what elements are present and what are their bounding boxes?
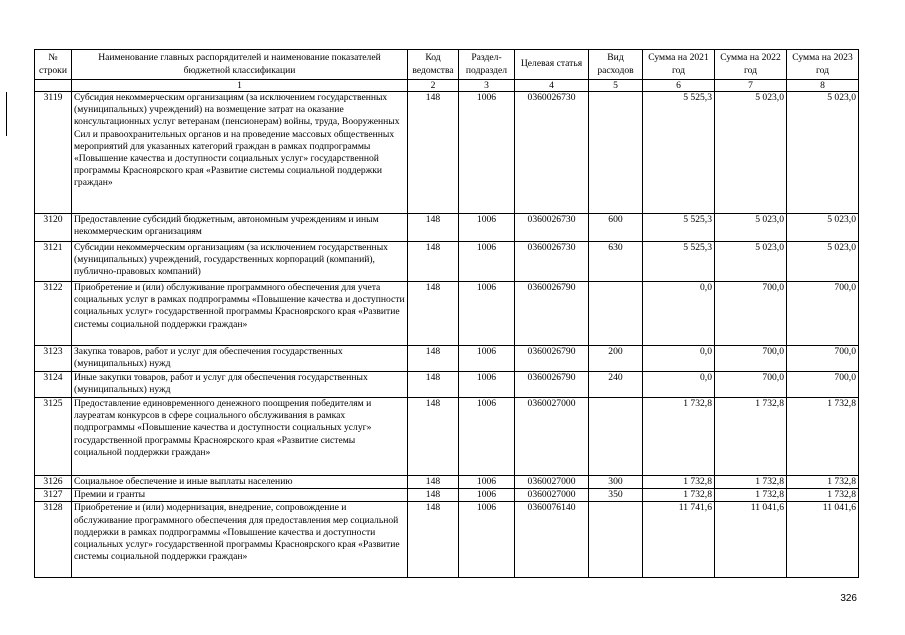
row-number: 3126 <box>35 476 72 489</box>
row-sum-2021: 1 732,8 <box>643 476 715 489</box>
row-section: 1006 <box>459 476 515 489</box>
row-dept-code: 148 <box>408 92 459 214</box>
row-number: 3125 <box>35 398 72 476</box>
row-target: 0360026790 <box>515 346 589 372</box>
row-sum-2023: 700,0 <box>787 346 859 372</box>
row-sum-2022: 700,0 <box>715 346 787 372</box>
budget-table <box>34 49 859 578</box>
row-dept-code: 148 <box>408 502 459 578</box>
row-name: Предоставление субсидий бюджетным, автономным учреждениям и иным некоммерческим организациям <box>72 214 408 242</box>
page-number: 326 <box>840 593 857 604</box>
row-sum-2022: 1 732,8 <box>715 489 787 502</box>
header-row <box>35 50 859 80</box>
row-name: Приобретение и (или) модернизация, внедрение, сопровождение и обслуживание программного обеспечения для предоставления мер социальной поддержки в рамках подпрограммы «Повышение качества и доступности социальных услуг» государственной программы Красноярского края «Развитие системы социальной поддержки граждан» <box>72 502 408 578</box>
row-sum-2023: 1 732,8 <box>787 489 859 502</box>
row-expense-type: 200 <box>589 346 643 372</box>
table-row <box>35 489 859 502</box>
row-sum-2021: 5 525,3 <box>643 92 715 214</box>
row-number: 3124 <box>35 372 72 398</box>
row-sum-2021: 5 525,3 <box>643 242 715 282</box>
row-name: Субсидия некоммерческим организациям (за исключением государственных (муниципальных) учреждений) на возмещение затрат на оказание консультационных услуг ветеранам (пенсионерам) войны, труда, Вооруженных Сил и правоохранительных органов и на проведение массовых общественных мероприятий для указанных категорий граждан в рамках подпрограммы «Повышение качества и доступности социальных услуг» государственной программы Красноярского края «Развитие системы социальной поддержки граждан» <box>72 92 408 214</box>
table-row <box>35 214 859 242</box>
row-sum-2022: 1 732,8 <box>715 398 787 476</box>
header-dept: Код ведомства <box>408 50 459 80</box>
row-target: 0360026730 <box>515 214 589 242</box>
row-section: 1006 <box>459 372 515 398</box>
row-dept-code: 148 <box>408 476 459 489</box>
row-dept-code: 148 <box>408 372 459 398</box>
row-number: 3119 <box>35 92 72 214</box>
row-sum-2021: 0,0 <box>643 282 715 346</box>
row-sum-2023: 700,0 <box>787 372 859 398</box>
row-number: 3120 <box>35 214 72 242</box>
row-section: 1006 <box>459 489 515 502</box>
row-number: 3127 <box>35 489 72 502</box>
row-name: Социальное обеспечение и иные выплаты населению <box>72 476 408 489</box>
table-row <box>35 398 859 476</box>
row-section: 1006 <box>459 398 515 476</box>
row-sum-2023: 1 732,8 <box>787 476 859 489</box>
row-sum-2022: 700,0 <box>715 282 787 346</box>
row-dept-code: 148 <box>408 346 459 372</box>
row-name: Иные закупки товаров, работ и услуг для обеспечения государственных (муниципальных) нужд <box>72 372 408 398</box>
table-row <box>35 282 859 346</box>
column-index: 5 <box>589 80 643 92</box>
column-index: 2 <box>408 80 459 92</box>
row-expense-type <box>589 502 643 578</box>
column-index-row <box>35 80 859 92</box>
row-sum-2022: 11 041,6 <box>715 502 787 578</box>
table-row <box>35 476 859 489</box>
column-index <box>35 80 72 92</box>
row-sum-2022: 1 732,8 <box>715 476 787 489</box>
row-sum-2023: 11 041,6 <box>787 502 859 578</box>
row-name: Закупка товаров, работ и услуг для обеспечения государственных (муниципальных) нужд <box>72 346 408 372</box>
column-index: 1 <box>72 80 408 92</box>
row-sum-2022: 5 023,0 <box>715 214 787 242</box>
column-index: 3 <box>459 80 515 92</box>
table-row <box>35 346 859 372</box>
column-index: 4 <box>515 80 589 92</box>
row-sum-2021: 1 732,8 <box>643 489 715 502</box>
header-exp-type: Вид расходов <box>589 50 643 80</box>
table-row <box>35 502 859 578</box>
row-expense-type: 350 <box>589 489 643 502</box>
header-target: Целевая статья <box>515 50 589 80</box>
table-row <box>35 242 859 282</box>
row-expense-type: 240 <box>589 372 643 398</box>
header-sum-2021: Сумма на 2021 год <box>643 50 715 80</box>
header-sum-2022: Сумма на 2022 год <box>715 50 787 80</box>
row-section: 1006 <box>459 346 515 372</box>
row-sum-2021: 0,0 <box>643 346 715 372</box>
row-sum-2021: 11 741,6 <box>643 502 715 578</box>
row-sum-2023: 700,0 <box>787 282 859 346</box>
row-sum-2023: 1 732,8 <box>787 398 859 476</box>
row-target: 0360026790 <box>515 372 589 398</box>
row-section: 1006 <box>459 214 515 242</box>
column-index: 6 <box>643 80 715 92</box>
row-target: 0360026790 <box>515 282 589 346</box>
row-target: 0360027000 <box>515 489 589 502</box>
row-expense-type <box>589 398 643 476</box>
row-sum-2023: 5 023,0 <box>787 242 859 282</box>
row-dept-code: 148 <box>408 398 459 476</box>
header-name: Наименование главных распорядителей и наименование показателей бюджетной классификации <box>72 50 408 80</box>
row-sum-2021: 5 525,3 <box>643 214 715 242</box>
row-name: Премии и гранты <box>72 489 408 502</box>
column-index: 7 <box>715 80 787 92</box>
header-section: Раздел-подраздел <box>459 50 515 80</box>
row-number: 3123 <box>35 346 72 372</box>
column-index: 8 <box>787 80 859 92</box>
table-row <box>35 92 859 214</box>
row-section: 1006 <box>459 92 515 214</box>
row-dept-code: 148 <box>408 242 459 282</box>
row-dept-code: 148 <box>408 282 459 346</box>
row-number: 3128 <box>35 502 72 578</box>
row-sum-2021: 0,0 <box>643 372 715 398</box>
row-sum-2023: 5 023,0 <box>787 214 859 242</box>
table-row <box>35 372 859 398</box>
header-num: № строки <box>35 50 72 80</box>
row-sum-2021: 1 732,8 <box>643 398 715 476</box>
row-dept-code: 148 <box>408 489 459 502</box>
row-section: 1006 <box>459 502 515 578</box>
row-target: 0360027000 <box>515 476 589 489</box>
row-section: 1006 <box>459 242 515 282</box>
row-expense-type <box>589 282 643 346</box>
row-target: 0360026730 <box>515 92 589 214</box>
row-sum-2022: 5 023,0 <box>715 242 787 282</box>
header-sum-2023: Сумма на 2023 год <box>787 50 859 80</box>
row-number: 3121 <box>35 242 72 282</box>
row-expense-type <box>589 92 643 214</box>
row-sum-2022: 5 023,0 <box>715 92 787 214</box>
row-name: Субсидии некоммерческим организациям (за исключением государственных (муниципальных) учреждений, государственных корпораций (компаний), публично-правовых компаний) <box>72 242 408 282</box>
row-sum-2022: 700,0 <box>715 372 787 398</box>
margin-mark <box>6 92 7 136</box>
row-number: 3122 <box>35 282 72 346</box>
row-target: 0360027000 <box>515 398 589 476</box>
row-target: 0360026730 <box>515 242 589 282</box>
row-dept-code: 148 <box>408 214 459 242</box>
row-name: Приобретение и (или) обслуживание программного обеспечения для учета социальных услуг в рамках подпрограммы «Повышение качества и доступности социальных услуг» государственной программы Красноярского края «Развитие системы социальной поддержки граждан» <box>72 282 408 346</box>
row-target: 0360076140 <box>515 502 589 578</box>
row-name: Предоставление единовременного денежного поощрения победителям и лауреатам конкурсов в сфере социального обслуживания в рамках подпрограммы «Повышение качества и доступности социальных услуг» государственной программы Красноярского края «Развитие системы социальной поддержки граждан» <box>72 398 408 476</box>
row-sum-2023: 5 023,0 <box>787 92 859 214</box>
row-section: 1006 <box>459 282 515 346</box>
row-expense-type: 600 <box>589 214 643 242</box>
row-expense-type: 300 <box>589 476 643 489</box>
row-expense-type: 630 <box>589 242 643 282</box>
